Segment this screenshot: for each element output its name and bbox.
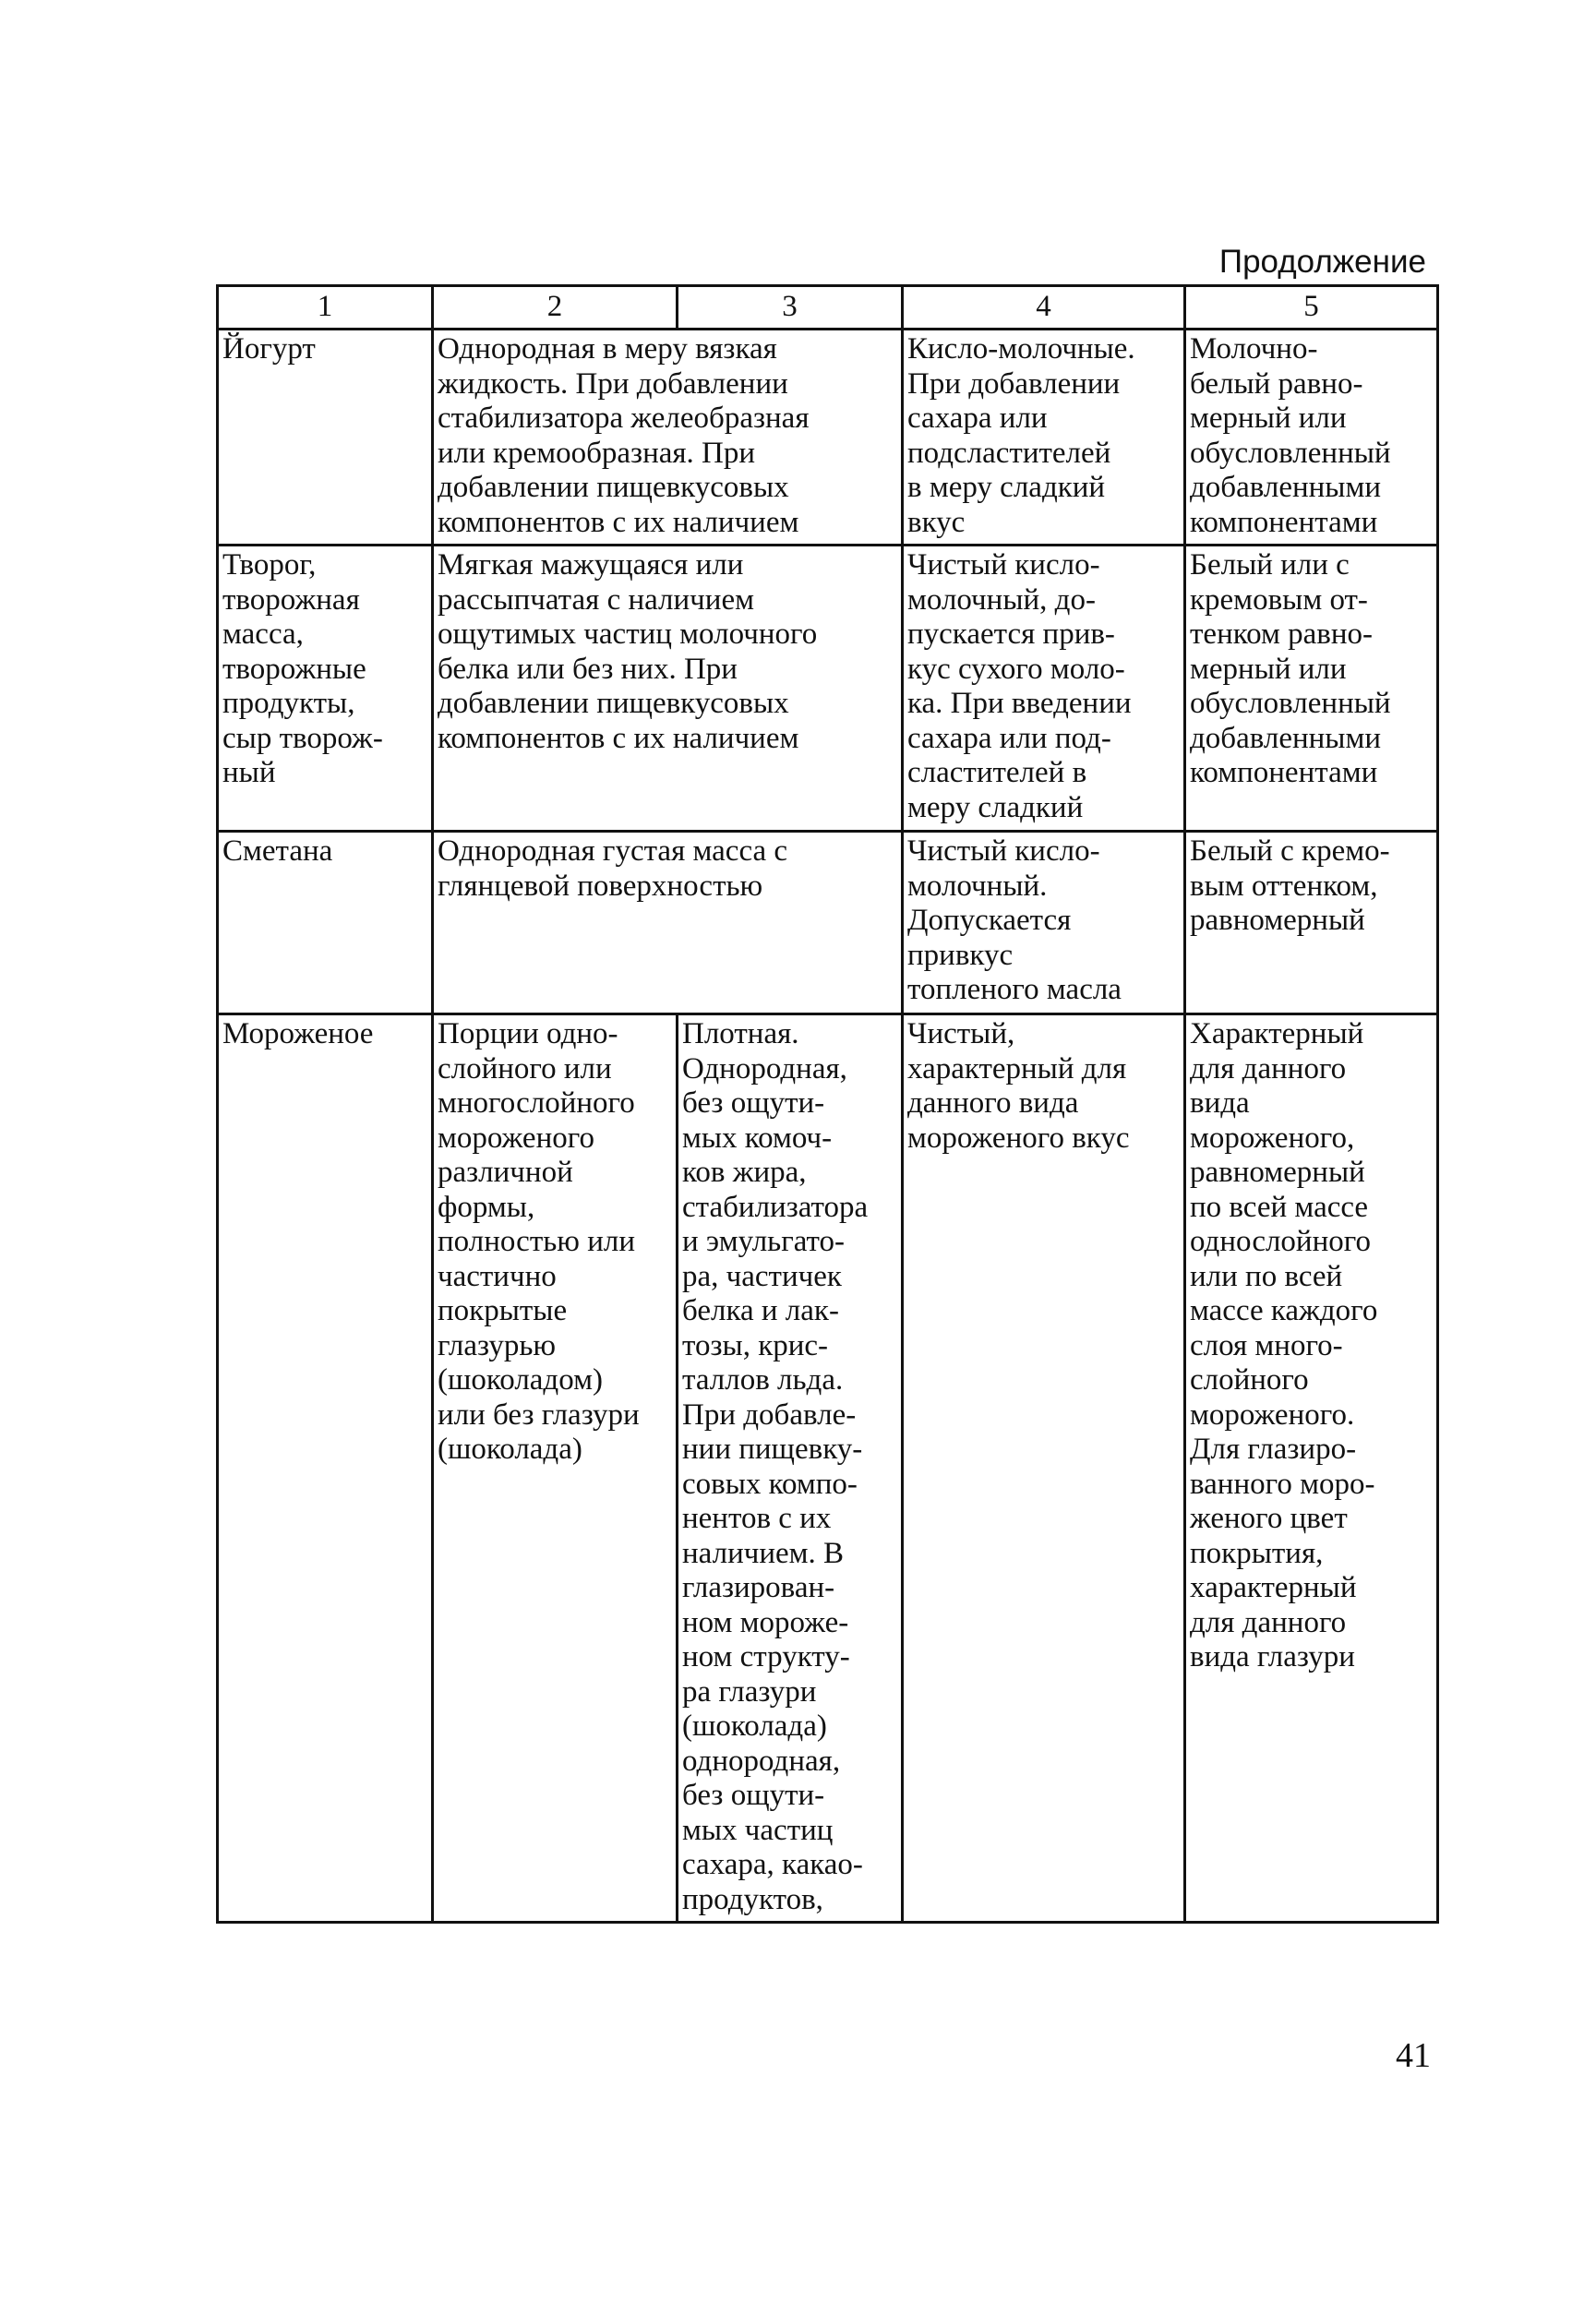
page-number: 41 <box>1396 2036 1431 2075</box>
color-cell: Характерный для данного вида мороженого, равномерный по всей массе однослойного или по всей массе каждого слоя много- слойного мороженого. Для глазиро- ванного моро- женого цвет покрытия, характерный для данного вида глазури <box>1185 1014 1438 1923</box>
consistency-cell: Однородная в меру вязкая жидкость. При добавлении стабилизатора желеобразная или кремообразная. При добавлении пищевкусовых компонентов с их наличием <box>433 330 903 546</box>
product-name-cell: Йогурт <box>218 330 433 546</box>
product-name-cell: Творог, творожная масса, творожные продукты, сыр творож- ный <box>218 546 433 832</box>
taste-cell: Чистый, характерный для данного вида мороженого вкус <box>903 1014 1185 1923</box>
consistency-cell: Мягкая мажущаяся или рассыпчатая с наличием ощутимых частиц молочного белка или без них. При добавлении пищевкусовых компонентов с их наличием <box>433 546 903 832</box>
consistency-cell: Однородная густая масса с глянцевой поверхностью <box>433 832 903 1014</box>
table-row <box>218 330 1438 546</box>
column-number: 2 <box>433 286 678 330</box>
product-name-cell: Мороженое <box>218 1014 433 1923</box>
table-row <box>218 832 1438 1014</box>
table-row <box>218 546 1438 832</box>
taste-cell: Кисло-молочные. При добавлении сахара или подсластителей в меру сладкий вкус <box>903 330 1185 546</box>
color-cell: Белый с кремо- вым оттенком, равномерный <box>1185 832 1438 1014</box>
color-cell: Белый или с кремовым от- тенком равно- мерный или обусловленный добавленными компонентами <box>1185 546 1438 832</box>
appearance-cell: Порции одно- слойного или многослойного мороженого различной формы, полностью или частично покрытые глазурью (шоколадом) или без глазури (шоколада) <box>433 1014 678 1923</box>
column-number: 3 <box>678 286 903 330</box>
taste-cell: Чистый кисло- молочный, до- пускается прив- кус сухого моло- ка. При введении сахара или под- сластителей в меру сладкий <box>903 546 1185 832</box>
continuation-label: Продолжение <box>1218 244 1426 280</box>
column-number: 1 <box>218 286 433 330</box>
column-number: 5 <box>1185 286 1438 330</box>
column-number: 4 <box>903 286 1185 330</box>
product-name-cell: Сметана <box>218 832 433 1014</box>
taste-cell: Чистый кисло- молочный. Допускается привкус топленого масла <box>903 832 1185 1014</box>
color-cell: Молочно- белый равно- мерный или обусловленный добавленными компонентами <box>1185 330 1438 546</box>
product-spec-table <box>216 284 1439 1924</box>
consistency-cell: Плотная. Однородная, без ощути- мых комоч- ков жира, стабилизатора и эмульгато- ра, частичек белка и лак- тозы, крис- таллов льда. При добавле- нии пищевку- совых компо- нентов с их наличием. В глазирован- ном мороже- ном структу- ра глазури (шоколада) однородная, без ощути- мых частиц сахара, какао- продуктов, <box>678 1014 903 1923</box>
table-row <box>218 1014 1438 1923</box>
table-header-row <box>218 286 1438 330</box>
